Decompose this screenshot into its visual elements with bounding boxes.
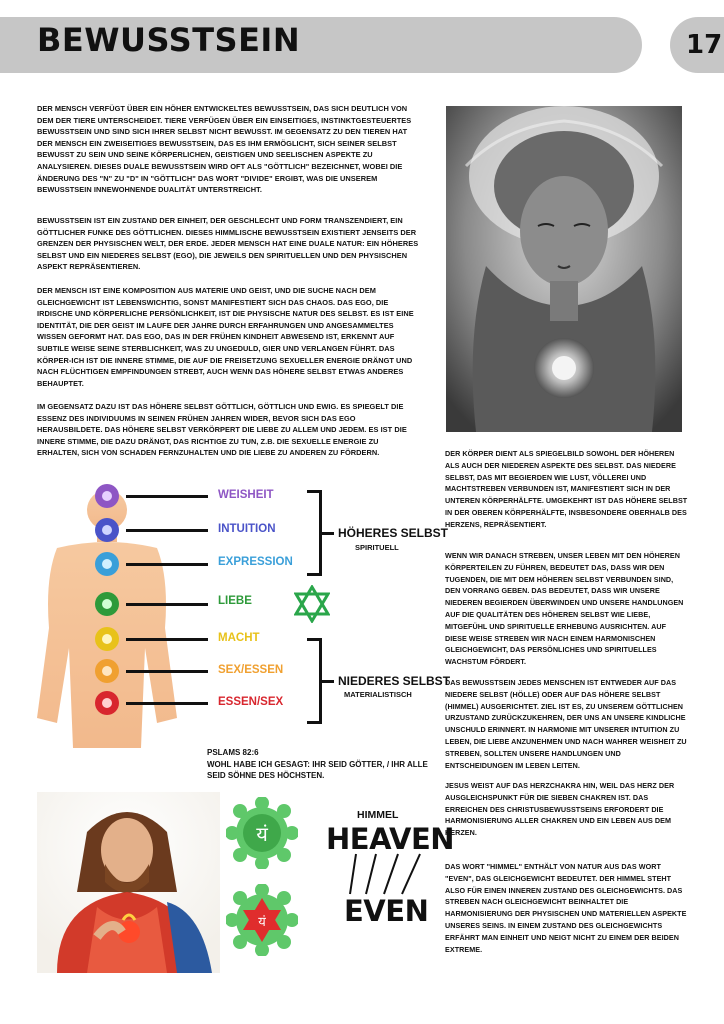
heaven-word: HEAVEN [326, 822, 455, 856]
jesus-sacred-heart-image [37, 792, 220, 973]
higher-self-bracket-tick [322, 532, 334, 535]
heart-chakra-icon [95, 592, 119, 616]
right-paragraph-4: JESUS WEIST AUF DAS HERZCHAKRA HIN, WEIL DAS HERZ DER AUSGLEICHSPUNKT FÜR DIE SIEBEN CHAKREN IST. DAS ERREICHEN DES CHRISTUSBEWUSSTSEINS ERFORDERT DIE HARMONISIERUNG ALLER CHAKREN UND EIN LEBEN AUS DEM HERZEN. [445, 781, 675, 838]
lower-self-title: NIEDERES SELBST [338, 674, 451, 688]
chakra-label-liebe: LIEBE [218, 595, 252, 607]
chakra-label-essen-sex: ESSEN/SEX [218, 696, 284, 708]
crown-chakra-icon [95, 484, 119, 508]
heart-chakra-star-icon [226, 884, 298, 956]
chakra-label-macht: MACHT [218, 632, 260, 644]
higher-self-title: HÖHERES SELBST [338, 526, 449, 540]
star-of-david-icon [294, 585, 330, 623]
connector-line [126, 563, 208, 566]
connector-line [126, 495, 208, 498]
heaven-even-arrows [326, 852, 436, 896]
connector-line [126, 603, 208, 606]
connector-line [126, 638, 208, 641]
lower-self-subtitle: MATERIALISTISCH [344, 690, 412, 699]
right-paragraph-2: WENN WIR DANACH STREBEN, UNSER LEBEN MIT DEN HÖHEREN KÖRPERTEILEN ZU FÜHREN, BEDEUTET DAS, DASS WIR DEN TUGENDEN, DIE MIT DEM HÖHEREN SELBST VERBUNDEN SIND, DEN VORRANG GEBEN. DAS BEDEUTET, DASS WIR UNSERE NIEDEREN BEGIERDEN ÜBERWINDEN UND UNSERE HANDLUNGEN AUF DIE QUALITÄTEN DES HÖHEREN SELBST WIE LIEBE, MITGEFÜHL UND SPIRITUELLE ERHEBUNG AUSRICHTEN. AUF DIESE WEISE STREBEN WIR NACH EINEM HARMONISCHEN GLEICHGEWICHT, DAS PERSÖNLICHES UND SPIRITUELLES WACHSTUM FÖRDERT. [445, 551, 684, 667]
psalm-reference: PSLAMS 82:6 [207, 748, 259, 757]
right-paragraph-3: DAS BEWUSSTSEIN JEDES MENSCHEN IST ENTWEDER AUF DAS NIEDERE SELBST (HÖLLE) ODER AUF DAS HÖHERE SELBST (HIMMEL) AUSGERICHTET. ZIEL IST ES, ZU UNSEREM GÖTTLICHEN URZUSTAND ZURÜCKZUKEHREN, DER UNS AN UNSERE KINDLICHE UNSCHULD ERINNERT. IN HARMONIE MIT UNSERER INTUITION ZU LEBEN, DIE LIEBE ANZUNEHMEN UND NACH WAHRER WEISHEIT ZU STREBEN, SOLLTEN UNSERE HANDLUNGEN UND ENTSCHEIDUNGEN IM LEBEN LEITEN. [445, 678, 687, 770]
connector-line [126, 529, 208, 532]
lower-self-bracket-tick [322, 680, 334, 683]
chakra-points [87, 482, 127, 722]
meditating-woman-image [446, 106, 682, 432]
page-title: BEWUSSTSEIN [37, 21, 301, 59]
page-number: 17 [670, 17, 724, 73]
chakra-label-intuition: INTUITION [218, 523, 276, 535]
solar-plexus-chakra-icon [95, 627, 119, 651]
root-chakra-icon [95, 691, 119, 715]
heart-chakra-symbol-small: यं [258, 915, 266, 930]
left-paragraph-3: DER MENSCH IST EINE KOMPOSITION AUS MATERIE UND GEIST, UND DIE SUCHE NACH DEM GLEICHGEWICHT IST LEBENSWICHTIG, SONST MANIFESTIERT SICH DAS CHAOS. DAS EGO, DIE IRDISCHE UND KÖRPERLICHE PERSÖNLICHKEIT, IST DIE PHYSISCHE NATUR DES SELBST. ES IST EINE IDENTITÄT, DIE DER GEIST IM LAUFE DER JAHRE DURCH ERFAHRUNGEN UND ANGESAMMELTES WISSEN GEFORMT HAT. DAS EGO, DAS IN DER FRÜHEN KINDHEIT ABWESEND IST, ERKENNT AUF SUBTILE WEISE SEINE STERBLICHKEIT, WAS ZU UNGEDULD, GIER UND VERLANGEN FÜHRT. DAS KÖRPER-ICH IST DIE INNERE STIMME, DIE AUF DIE FREISETZUNG SEXUELLER ENERGIE DRÄNGT UND NACH FLÜCHTIGEN EMPFINDUNGEN STREBT, AUCH WENN DAS HÖHERE SELBST ETWAS ANDERES BEHAUPTET. [37, 286, 414, 388]
third-eye-chakra-icon [95, 518, 119, 542]
connector-line [126, 702, 208, 705]
psalm-text: WOHL HABE ICH GESAGT: IHR SEID GÖTTER, / IHR ALLE SEID SÖHNE DES HÖCHSTEN. [207, 759, 428, 780]
right-paragraph-1: DER KÖRPER DIENT ALS SPIEGELBILD SOWOHL DER HÖHEREN ALS AUCH DER NIEDEREN ASPEKTE DES SELBST. DAS NIEDERE SELBST, DAS MIT BEGIERDEN WIE LUST, VÖLLEREI UND MACHTSTREBEN VERBUNDEN IST, MANIFESTIERT SICH IN DER UNTEREN KÖRPERHÄLFTE. UMGEKEHRT IST DAS HÖHERE SELBST IN DER OBEREN KÖRPERHÄLFTE, INSBESONDERE OBERHALB DES HERZENS, REPRÄSENTIERT. [445, 449, 688, 529]
even-word: EVEN [344, 894, 429, 928]
chakra-label-weisheit: WEISHEIT [218, 489, 274, 501]
heart-chakra-symbol: यं [256, 822, 268, 846]
heart-chakra-lotus-icon [226, 797, 298, 869]
throat-chakra-icon [95, 552, 119, 576]
chakra-label-sex-essen: SEX/ESSEN [218, 664, 284, 676]
left-paragraph-1: DER MENSCH VERFÜGT ÜBER EIN HÖHER ENTWICKELTES BEWUSSTSEIN, DAS SICH DEUTLICH VON DEM DER TIERE UNTERSCHEIDET. TIERE VERFÜGEN ÜBER EIN EINSEITIGES, INSTINKTGESTEUERTES BEWUSSTSEIN UND SIND SICH IHRER SELBST NICHT BEWUSST. IM GEGENSATZ ZU DEN TIEREN HAT DER MENSCH EIN ZWEISEITIGES BEWUSSTSEIN, DAS ES IHM ERMÖGLICHT, SICH SEINER SELBST BEWUSST ZU SEIN UND SEINE KÖRPERLICHEN, GEISTIGEN UND SEELISCHEN ASPEKTE ZU ANALYSIEREN. DIESES DUALE BEWUSSTSEIN WIRD OFT ALS "GÖTTLICH" BEZEICHNET, WOBEI DIE ÄNDERUNG DES "N" ZU "D" IN "GÖTTLICH" DAS WORT "DIVIDE" ERGIBT, WAS DIE UNSEREM BEWUSSTSEIN INNEWOHNENDE DUALITÄT UNTERSTREICHT. [37, 104, 412, 195]
chakra-label-expression: EXPRESSION [218, 556, 293, 568]
psalm-quote [207, 747, 437, 782]
right-paragraph-5: DAS WORT "HIMMEL" ENTHÄLT VON NATUR AUS DAS WORT "EVEN", DAS GLEICHGEWICHT BEDEUTET. DER HIMMEL STEHT ALSO FÜR EINEN INNEREN ZUSTAND DES GLEICHGEWICHTS. DAS STREBEN NACH GLEICHGEWICHT BEINHALTET DIE HARMONISIERUNG DER PHYSISCHEN UND MATERIELLEN ASPEKTE UNSERES SEINS. IN EINEM ZUSTAND DES GLEICHGEWICHTS ERFÄHRT MAN EINHEIT UND NEIGT NICHT ZU EINEM DER BEIDEN EXTREME. [445, 862, 687, 954]
lower-self-bracket [307, 638, 322, 724]
sacral-chakra-icon [95, 659, 119, 683]
left-paragraph-2: BEWUSSTSEIN IST EIN ZUSTAND DER EINHEIT, DER GESCHLECHT UND FORM TRANSZENDIERT, EIN GÖTTLICHER FUNKE DES GÖTTLICHEN. DIESES HIMMLISCHE BEWUSSTSEIN EXISTIERT JENSEITS DER GRENZEN DER PHYSISCHEN WELT, DER ERDE. JEDER MENSCH HAT EINE DUALE NATUR: EIN HÖHERES SELBST UND EIN NIEDERES SELBST (EGO), DIE JEWEILS DEN SPIRITUELLEN UND DEN PHYSISCHEN ASPEKT REPRÄSENTIEREN. [37, 216, 419, 272]
himmel-word: HIMMEL [357, 809, 399, 821]
connector-line [126, 670, 208, 673]
higher-self-bracket [307, 490, 322, 576]
higher-self-subtitle: SPIRITUELL [355, 543, 399, 552]
left-paragraph-4: IM GEGENSATZ DAZU IST DAS HÖHERE SELBST GÖTTLICH, GÖTTLICH UND EWIG. ES SPIEGELT DIE ESSENZ DES INDIVIDUUMS IN SEINEN FRÜHEN JAHREN WIDER, BEVOR SICH DAS EGO HERAUSBILDETE. DAS HÖHERE SELBST VERKÖRPERT DIE LIEBE ZU ALLEM UND JEDEM. ES IST DIE INNERE STIMME, DIE DAZU DRÄNGT, DAS RICHTIGE ZU TUN, Z.B. DIE SEXUELLE ENERGIE ZU ERHALTEN, SICH VON SCHADEN FERNZUHALTEN UND DIE LIEBE ZU ANDEREN ZU FÖRDERN. [37, 402, 407, 458]
